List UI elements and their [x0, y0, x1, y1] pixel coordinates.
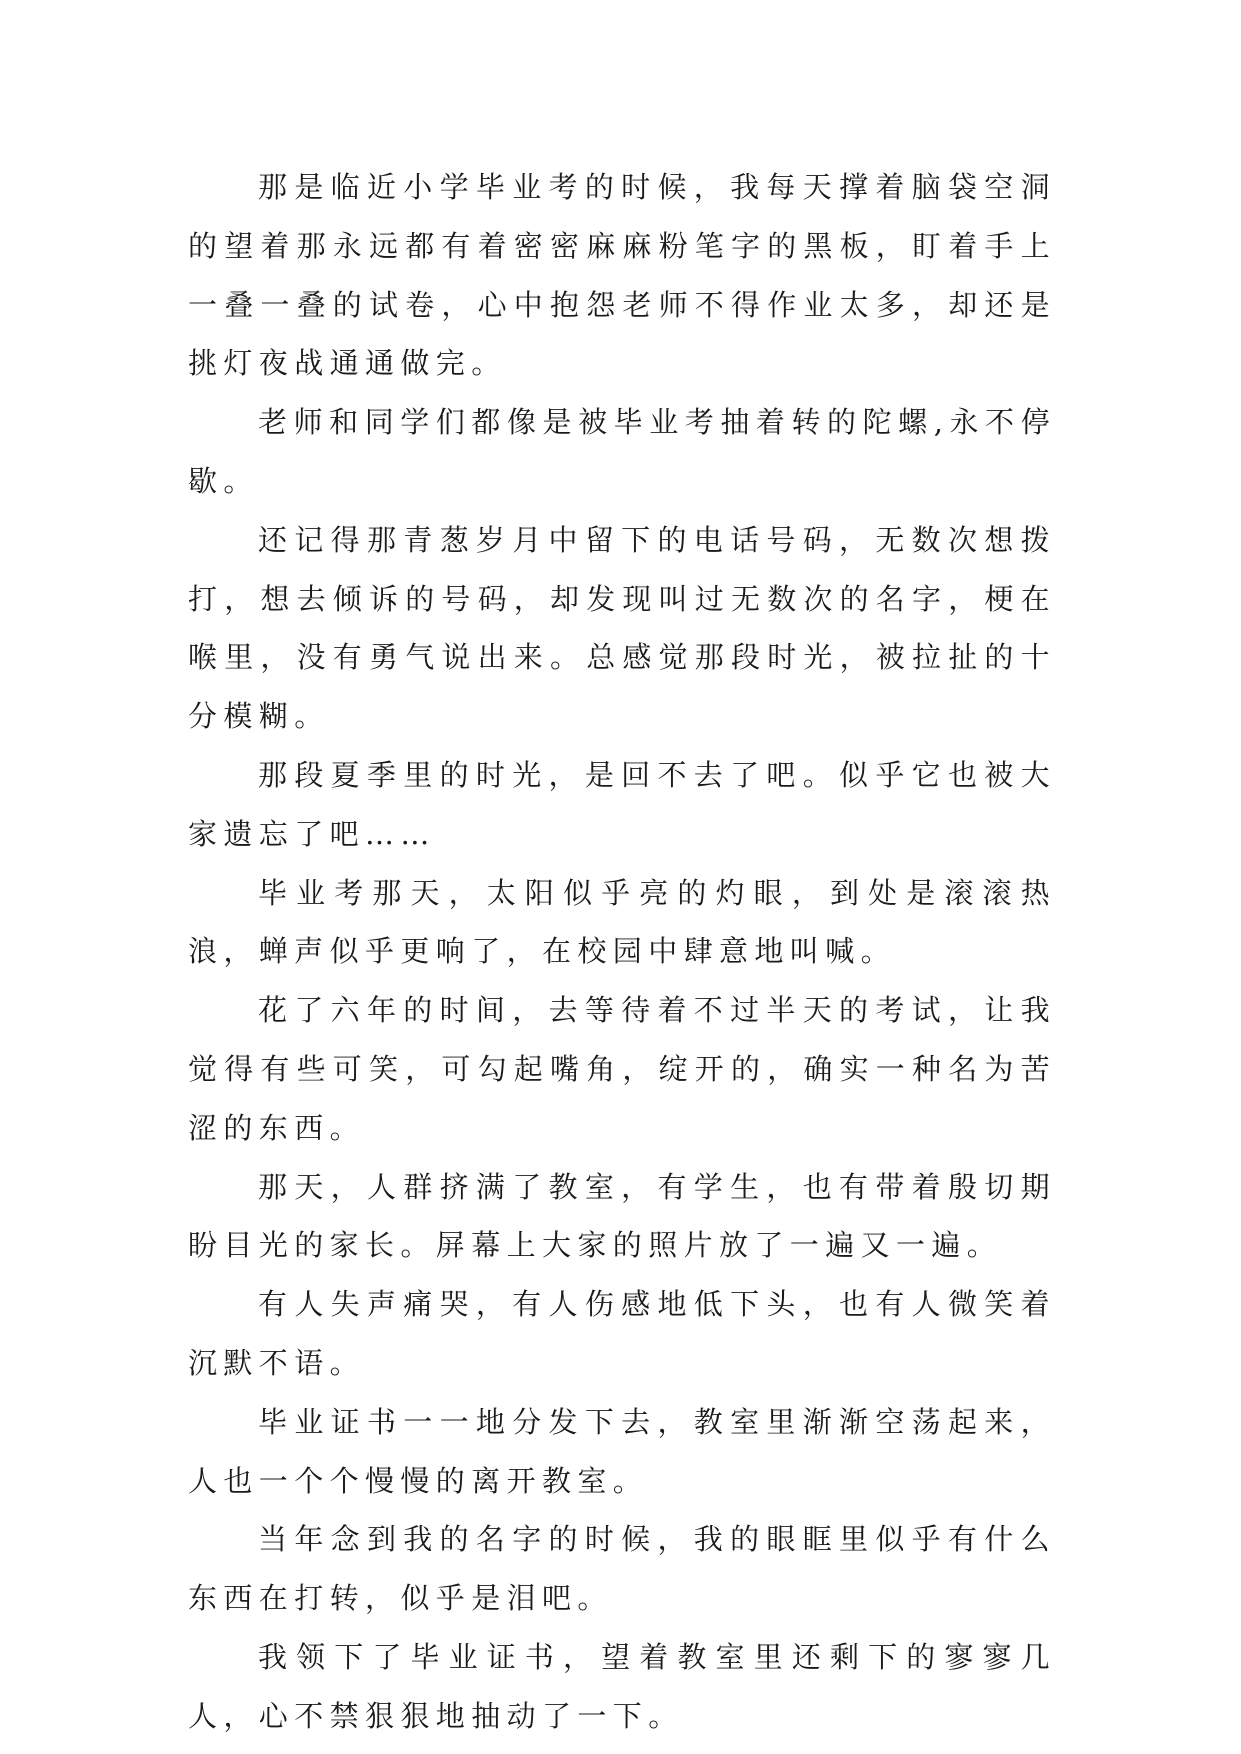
paragraph: 那段夏季里的时光，是回不去了吧。似乎它也被大家遗忘了吧…… — [188, 757, 1056, 851]
paragraph: 当年念到我的名字的时候，我的眼眶里似乎有什么东西在打转，似乎是泪吧。 — [188, 1522, 1056, 1616]
paragraph: 毕业考那天，太阳似乎亮的灼眼，到处是滚滚热浪，蝉声似乎更响了，在校园中肆意地叫喊。 — [188, 875, 1056, 969]
paragraph: 那是临近小学毕业考的时候，我每天撑着脑袋空洞的望着那永远都有着密密麻麻粉笔字的黑板，盯着手上一叠一叠的试卷，心中抱怨老师不得作业太多，却还是挑灯夜战通通做完。 — [188, 170, 1056, 381]
paragraph: 有人失声痛哭，有人伤感地低下头，也有人微笑着沉默不语。 — [188, 1287, 1056, 1380]
paragraph: 毕业证书一一地分发下去，教室里渐渐空荡起来，人也一个个慢慢的离开教室。 — [188, 1404, 1056, 1498]
paragraph: 老师和同学们都像是被毕业考抽着转的陀螺,永不停歇。 — [188, 405, 1056, 498]
paragraph: 花了六年的时间，去等待着不过半天的考试，让我觉得有些可笑，可勾起嘴角，绽开的，确实一种名为苦涩的东西。 — [188, 993, 1056, 1145]
paragraph: 我领下了毕业证书，望着教室里还剩下的寥寥几人，心不禁狠狠地抽动了一下。 — [188, 1639, 1056, 1733]
paragraph: 还记得那青葱岁月中留下的电话号码，无数次想拨打，想去倾诉的号码，却发现叫过无数次的名字，梗在喉里，没有勇气说出来。总感觉那段时光，被拉扯的十分模糊。 — [188, 522, 1056, 734]
paragraph: 那天，人群挤满了教室，有学生，也有带着殷切期盼目光的家长。屏幕上大家的照片放了一遍又一遍。 — [188, 1169, 1056, 1263]
document-body — [188, 158, 1056, 1746]
